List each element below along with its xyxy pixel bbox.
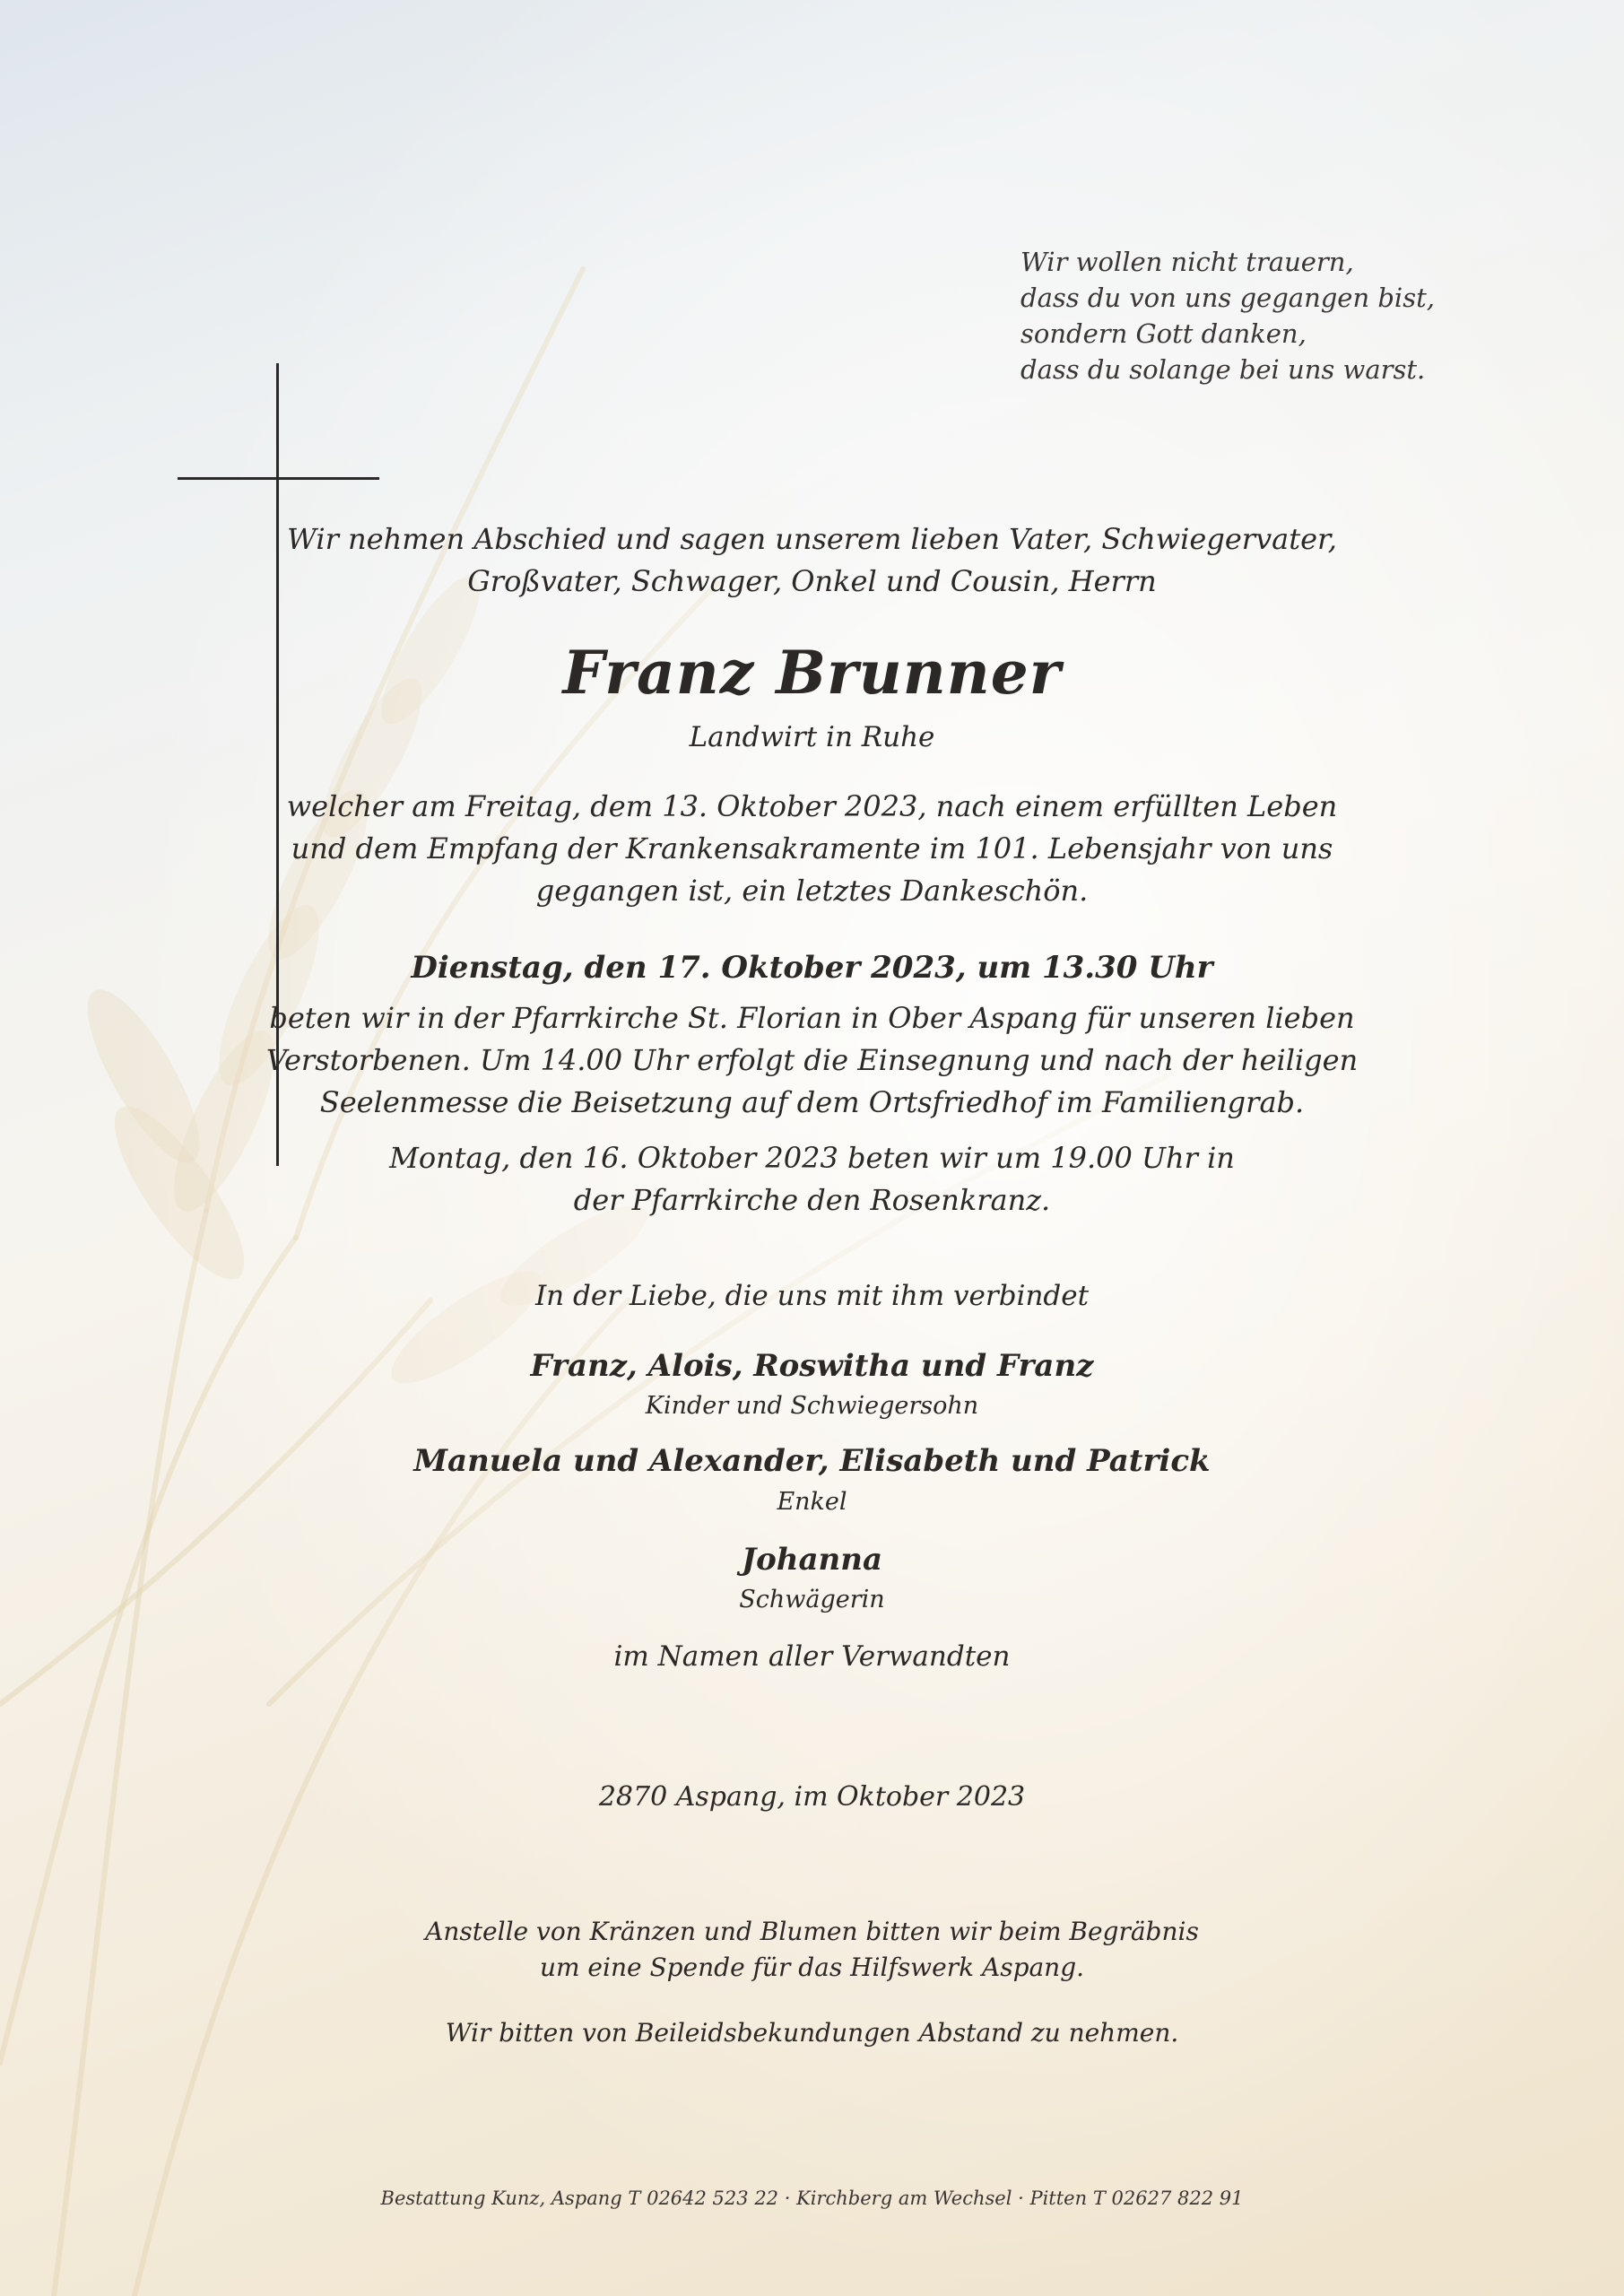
place-and-date: 2870 Aspang, im Oktober 2023 xyxy=(598,1781,1026,1813)
rosary-notice xyxy=(0,1137,1624,1222)
funeral-date: Dienstag, den 17. Oktober 2023, um 13.30 Uhr xyxy=(411,950,1213,986)
mourner-names: Manuela und Alexander, Elisabeth und Patrick xyxy=(413,1443,1211,1479)
farewell-intro xyxy=(0,518,1624,603)
mourners-closing: im Namen aller Verwandten xyxy=(613,1640,1011,1673)
funeral-description xyxy=(0,997,1624,1124)
poem-line: Wir wollen nicht trauern, xyxy=(1020,247,1354,277)
death-notice-line: welcher am Freitag, dem 13. Oktober 2023, nach einem erfüllten Leben xyxy=(286,789,1338,823)
death-notice xyxy=(0,786,1624,912)
mourner-names: Franz, Alois, Roswitha und Franz xyxy=(530,1348,1094,1384)
mourner-relation: Kinder und Schwiegersohn xyxy=(645,1392,979,1420)
funeral-home-footer: Bestattung Kunz, Aspang T 02642 523 22 · Kirchberg am Wechsel · Pitten T 02627 822 91 xyxy=(380,2187,1244,2209)
donation-line: um eine Spende für das Hilfswerk Aspang. xyxy=(539,1952,1085,1982)
rosary-line: Montag, den 16. Oktober 2023 beten wir um 19.00 Uhr in xyxy=(389,1141,1235,1175)
donation-line: Anstelle von Kränzen und Blumen bitten wir beim Begräbnis xyxy=(425,1917,1199,1946)
poem-line: dass du solange bei uns warst. xyxy=(1020,354,1426,385)
intro-line: Großvater, Schwager, Onkel und Cousin, Herrn xyxy=(467,564,1157,598)
death-notice-line: und dem Empfang der Krankensakramente im 101. Lebensjahr von uns xyxy=(291,831,1333,865)
cross-horizontal-bar xyxy=(178,477,379,480)
condolences-note: Wir bitten von Beileidsbekundungen Abstand zu nehmen. xyxy=(445,2018,1179,2048)
funeral-line: beten wir in der Pfarrkirche St. Florian in Ober Aspang für unseren lieben xyxy=(269,1001,1355,1035)
intro-line: Wir nehmen Abschied und sagen unserem lieben Vater, Schwiegervater, xyxy=(287,522,1337,556)
funeral-line: Seelenmesse die Beisetzung auf dem Ortsfriedhof im Familiengrab. xyxy=(319,1085,1305,1119)
mourner-names: Johanna xyxy=(742,1542,882,1578)
donation-request xyxy=(0,1914,1624,1986)
rosary-line: der Pfarrkirche den Rosenkranz. xyxy=(573,1183,1051,1217)
poem-line: sondern Gott danken, xyxy=(1020,318,1307,349)
mourner-relation: Schwägerin xyxy=(739,1586,885,1613)
death-notice-line: gegangen ist, ein letztes Dankeschön. xyxy=(535,874,1089,908)
poem xyxy=(1020,244,1523,387)
mourners-intro: In der Liebe, die uns mit ihm verbindet xyxy=(534,1280,1090,1312)
funeral-line: Verstorbenen. Um 14.00 Uhr erfolgt die Einsegnung und nach der heiligen xyxy=(265,1043,1359,1077)
deceased-occupation: Landwirt in Ruhe xyxy=(689,721,935,753)
poem-line: dass du von uns gegangen bist, xyxy=(1020,283,1435,313)
mourner-relation: Enkel xyxy=(777,1488,847,1516)
deceased-name: Franz Brunner xyxy=(562,638,1062,708)
